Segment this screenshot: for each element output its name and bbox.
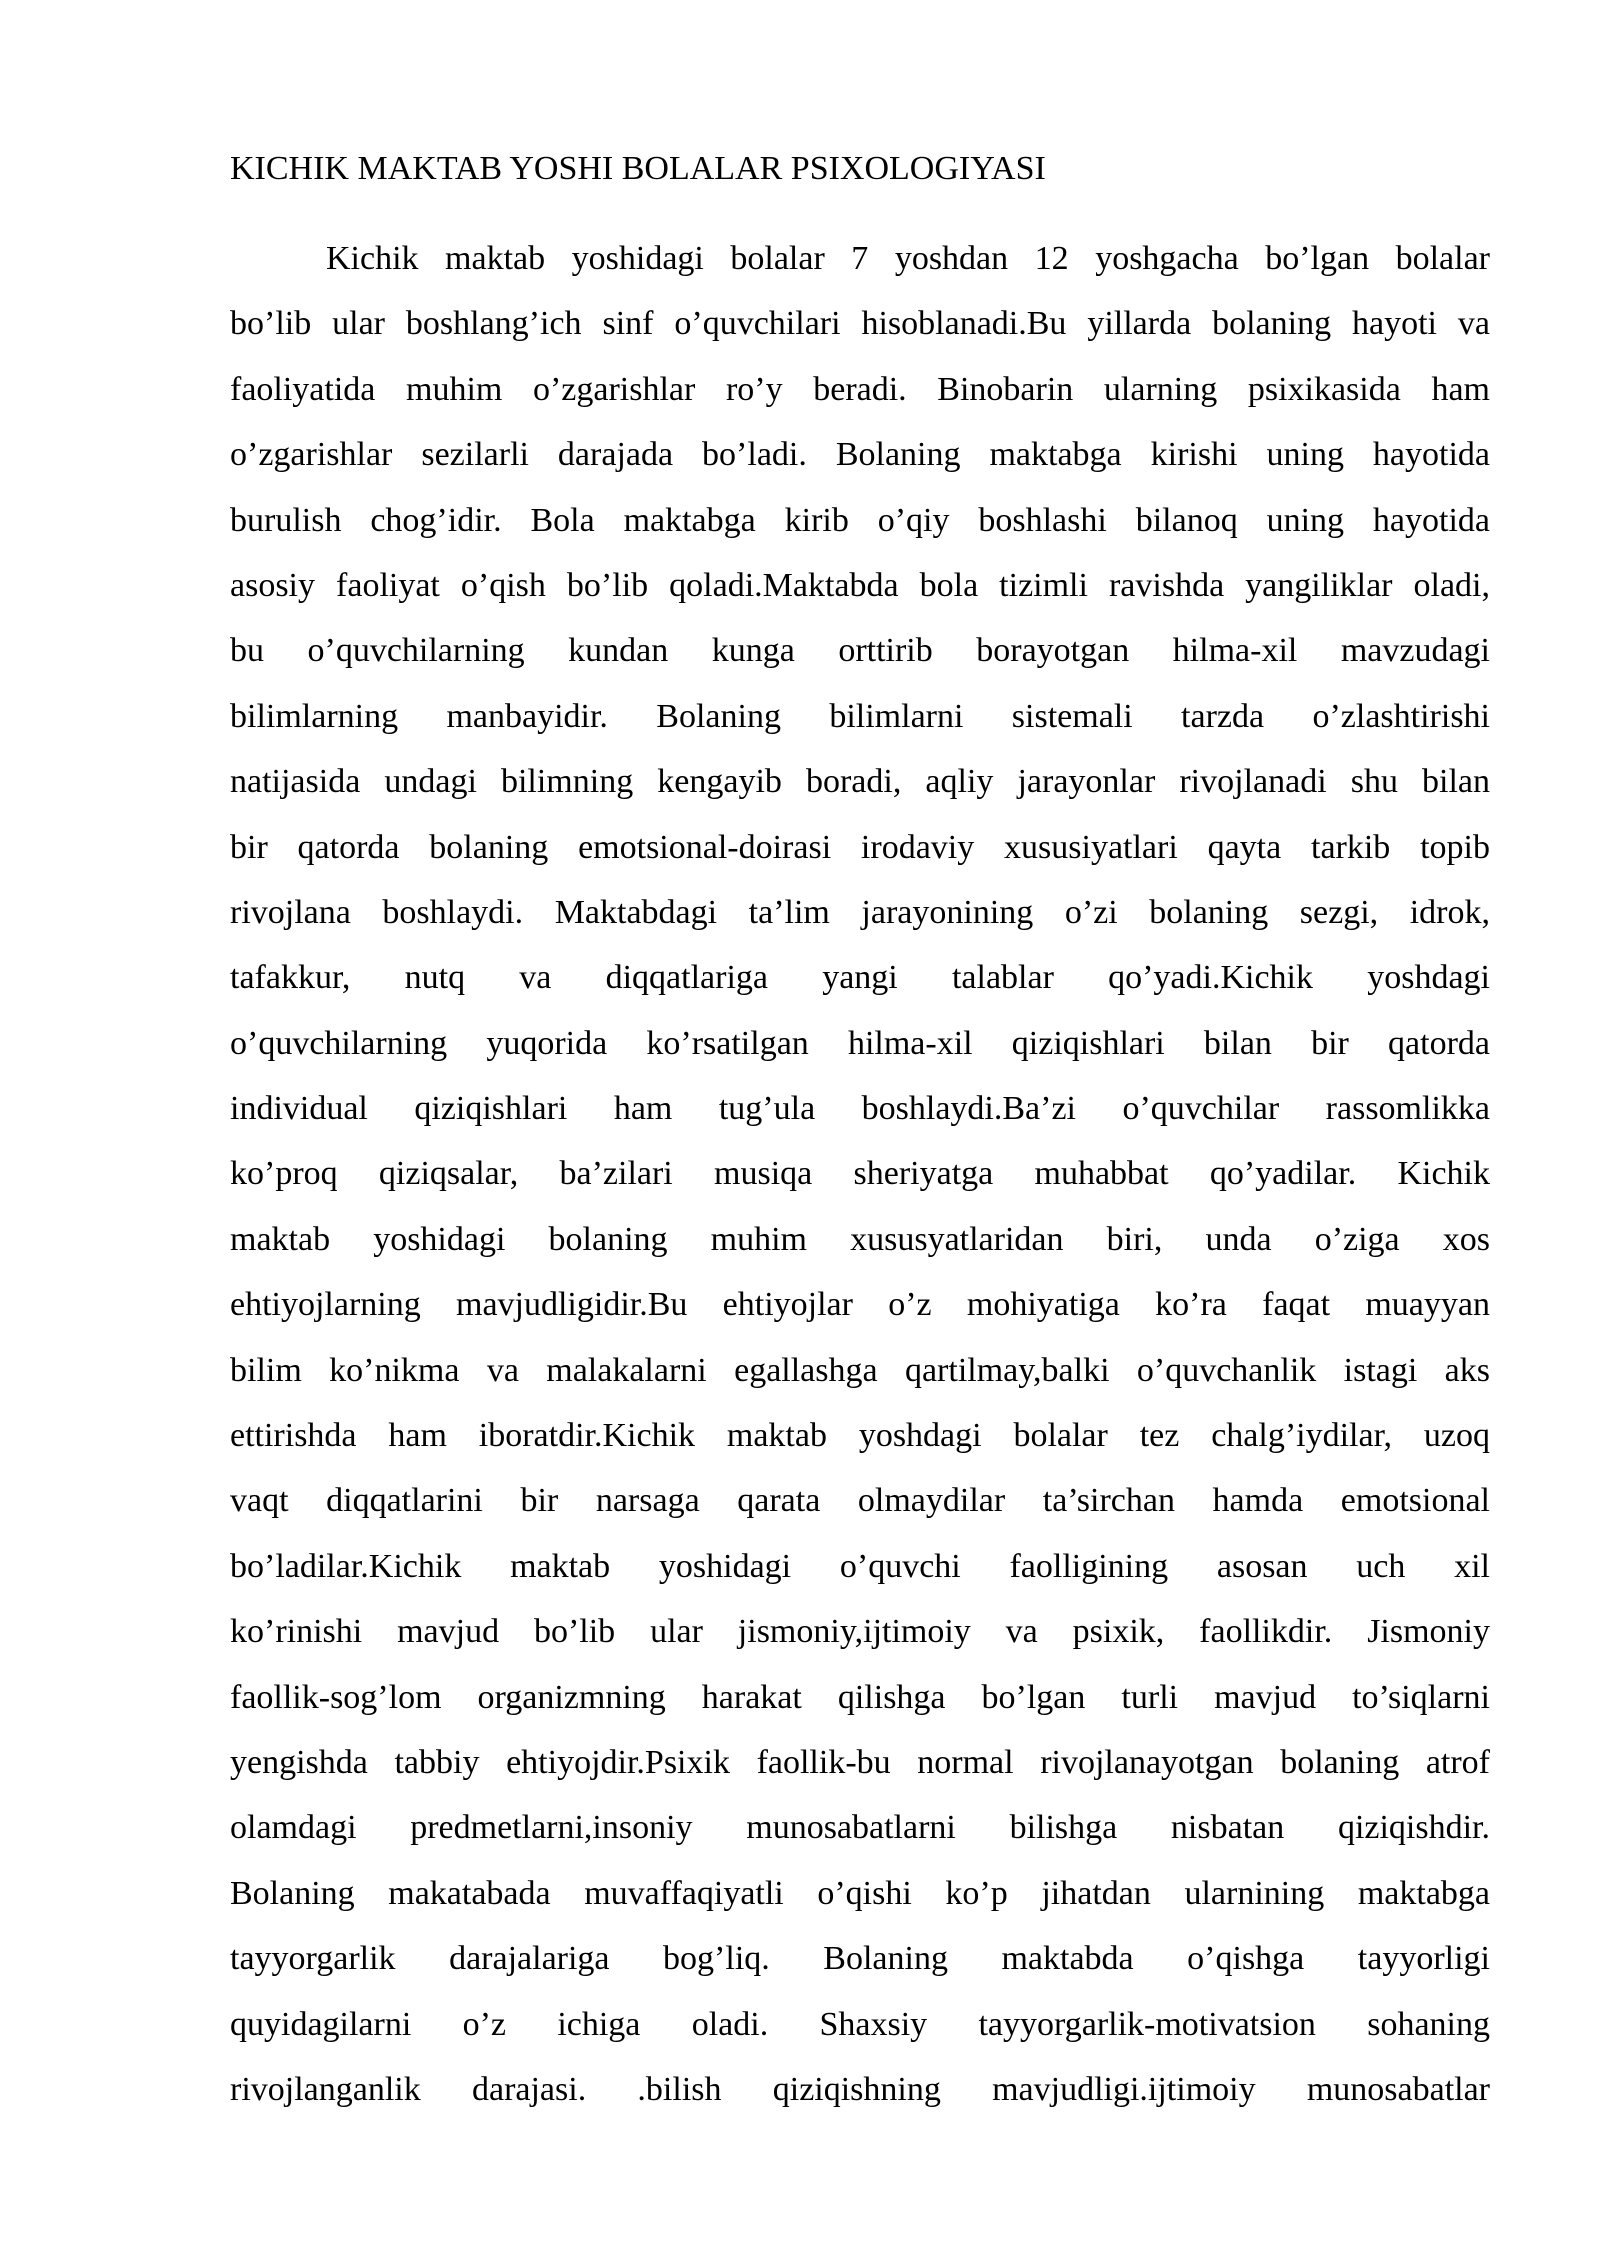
paragraph-line: faollik-sog’lom organizmning harakat qilishga bo’lgan turli mavjud to’siqlarni	[230, 1678, 1490, 1716]
paragraph-line: tayyorgarlik darajalariga bog’liq. Bolaning maktabda o’qishga tayyorligi	[230, 1940, 1490, 1978]
paragraph-line: faoliyatida muhim o’zgarishlar ro’y beradi. Binobarin ularning psixikasida ham	[230, 370, 1490, 408]
paragraph-line: individual qiziqishlari ham tug’ula boshlaydi.Ba’zi o’quvchilar rassomlikka	[230, 1090, 1490, 1128]
paragraph-line: bu o’quvchilarning kundan kunga orttirib borayotgan hilma-xil mavzudagi	[230, 632, 1490, 670]
document-title: KICHIK MAKTAB YOSHI BOLALAR PSIXOLOGIYASI	[230, 150, 1046, 187]
paragraph-line: tafakkur, nutq va diqqatlariga yangi talablar qo’yadi.Kichik yoshdagi	[230, 959, 1490, 997]
paragraph-line: rivojlanganlik darajasi. .bilish qiziqishning mavjudligi.ijtimoiy munosabatlar	[230, 2070, 1490, 2108]
paragraph-line: ko’proq qiziqsalar, ba’zilari musiqa sheriyatga muhabbat qo’yadilar. Kichik	[230, 1155, 1490, 1193]
paragraph-line: bilimlarning manbayidir. Bolaning bilimlarni sistemali tarzda o’zlashtirishi	[230, 697, 1490, 735]
paragraph-line: o’quvchilarning yuqorida ko’rsatilgan hilma-xil qiziqishlari bilan bir qatorda	[230, 1024, 1490, 1062]
paragraph-line: quyidagilarni o’z ichiga oladi. Shaxsiy tayyorgarlik-motivatsion sohaning	[230, 2005, 1490, 2043]
paragraph-line: ettirishda ham iboratdir.Kichik maktab yoshdagi bolalar tez chalg’iydilar, uzoq	[230, 1417, 1490, 1455]
paragraph-line: bir qatorda bolaning emotsional-doirasi irodaviy xususiyatlari qayta tarkib topib	[230, 828, 1490, 866]
paragraph-line: natijasida undagi bilimning kengayib boradi, aqliy jarayonlar rivojlanadi shu bilan	[230, 763, 1490, 801]
paragraph-line: maktab yoshidagi bolaning muhim xususyatlaridan biri, unda o’ziga xos	[230, 1220, 1490, 1258]
paragraph-line: bilim ko’nikma va malakalarni egallashga qartilmay,balki o’quvchanlik istagi aks	[230, 1351, 1490, 1389]
paragraph-line: rivojlana boshlaydi. Maktabdagi ta’lim jarayonining o’zi bolaning sezgi, idrok,	[230, 893, 1490, 931]
paragraph-line: ko’rinishi mavjud bo’lib ular jismoniy,ijtimoiy va psixik, faollikdir. Jismoniy	[230, 1613, 1490, 1651]
paragraph-line: vaqt diqqatlarini bir narsaga qarata olmaydilar ta’sirchan hamda emotsional	[230, 1482, 1490, 1520]
paragraph-line: yengishda tabbiy ehtiyojdir.Psixik faollik-bu normal rivojlanayotgan bolaning atrof	[230, 1743, 1490, 1781]
paragraph-line: olamdagi predmetlarni,insoniy munosabatlarni bilishga nisbatan qiziqishdir.	[230, 1809, 1490, 1847]
paragraph-line: Bolaning makatabada muvaffaqiyatli o’qishi ko’p jihatdan ularnining maktabga	[230, 1874, 1490, 1912]
paragraph-line: ehtiyojlarning mavjudligidir.Bu ehtiyojlar o’z mohiyatiga ko’ra faqat muayyan	[230, 1286, 1490, 1324]
paragraph-line: asosiy faoliyat o’qish bo’lib qoladi.Maktabda bola tizimli ravishda yangiliklar oladi,	[230, 566, 1490, 604]
document-body	[230, 238, 1490, 2134]
paragraph-line: Kichik maktab yoshidagi bolalar 7 yoshdan 12 yoshgacha bo’lgan bolalar	[326, 240, 1490, 277]
paragraph-line: burulish chog’idir. Bola maktabga kirib o’qiy boshlashi bilanoq uning hayotida	[230, 501, 1490, 539]
paragraph-line: bo’ladilar.Kichik maktab yoshidagi o’quvchi faolligining asosan uch xil	[230, 1547, 1490, 1585]
paragraph-line: o’zgarishlar sezilarli darajada bo’ladi. Bolaning maktabga kirishi uning hayotida	[230, 436, 1490, 474]
paragraph-line: bo’lib ular boshlang’ich sinf o’quvchilari hisoblanadi.Bu yillarda bolaning hayoti va	[230, 305, 1490, 343]
